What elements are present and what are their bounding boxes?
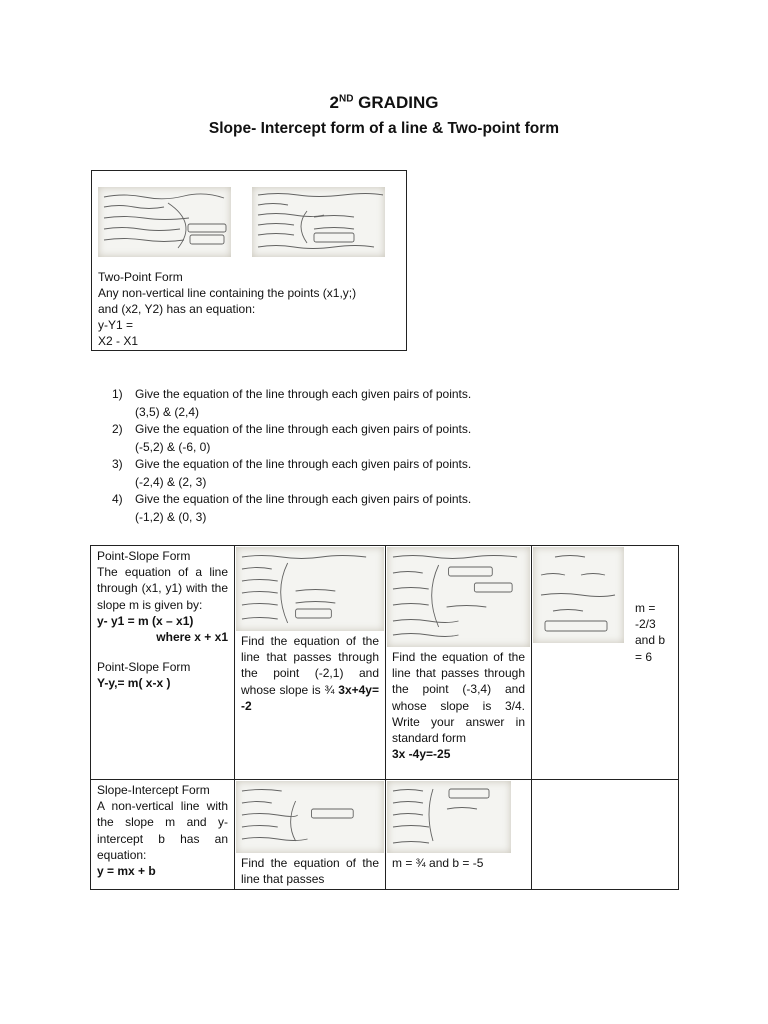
table-cell-example-5	[386, 780, 532, 890]
slope-intercept-description: A non-vertical line with the slope m and y-intercept b has an equation:	[97, 799, 228, 862]
grade-word: GRADING	[353, 93, 439, 112]
table-cell-point-slope	[91, 546, 235, 780]
point-slope-title: Point-Slope Form	[97, 549, 191, 563]
example-1-text: Find the equation of the line that passes through the point (-2,1) and whose slope is ¾	[241, 634, 379, 697]
list-item-number: 4)	[112, 492, 123, 506]
point-slope-formula-2: Y-y,= m( x-x )	[97, 676, 171, 691]
list-item-points: (-5,2) & (-6, 0)	[135, 439, 211, 454]
page-title	[0, 93, 768, 113]
example-1-answer: 3x+4y= -2	[241, 682, 379, 713]
list-item-number: 3)	[112, 457, 123, 471]
table-cell-slope-intercept	[91, 780, 235, 890]
slope-intercept-formula: y = mx + b	[97, 864, 156, 879]
table-row	[91, 780, 679, 890]
list-item-number: 1)	[112, 387, 123, 401]
two-point-form-line: y-Y1 =	[98, 318, 134, 332]
grade-number: 2	[329, 93, 339, 112]
exercise-list	[112, 386, 471, 526]
list-item-text: Give the equation of the line through each given pairs of points.	[135, 422, 472, 436]
handwritten-work-photo-6	[236, 781, 384, 853]
list-item-text: Give the equation of the line through each given pairs of points.	[135, 457, 472, 471]
point-slope-title-2: Point-Slope Form	[97, 660, 191, 675]
example-5-text: m = ¾ and b = -5	[392, 856, 484, 870]
handwritten-work-photo-4	[387, 547, 530, 647]
point-slope-formula-cont: where x + x1	[156, 630, 228, 645]
slope-intercept-title: Slope-Intercept Form	[97, 783, 210, 797]
example-3-text: m = -2/3 and b = 6	[635, 601, 666, 664]
list-item	[112, 456, 471, 491]
table-row	[91, 546, 679, 780]
handwritten-work-photo-5	[533, 547, 624, 643]
point-slope-description: The equation of a line through (x1, y1) with the slope m is given by:	[97, 565, 228, 612]
list-item-points: (-1,2) & (0, 3)	[135, 509, 207, 524]
two-point-form-line: Any non-vertical line containing the points (x1,y;)	[98, 286, 357, 300]
two-point-form-box	[91, 170, 407, 351]
two-point-form-line: and (x2, Y2) has an equation:	[98, 302, 256, 316]
page-subtitle: Slope- Intercept form of a line & Two-point form	[208, 120, 560, 137]
list-item	[112, 421, 471, 456]
handwritten-work-photo-1	[98, 187, 231, 257]
handwritten-work-photo-3	[236, 547, 384, 631]
table-cell-example-1	[235, 546, 386, 780]
point-slope-formula: y- y1 = m (x – x1)	[97, 613, 194, 628]
list-item	[112, 491, 471, 526]
two-point-form-text	[98, 269, 403, 349]
list-item-number: 2)	[112, 422, 123, 436]
list-item-points: (3,5) & (2,4)	[135, 404, 200, 419]
grade-superscript: ND	[339, 93, 354, 105]
two-point-form-line: X2 - X1	[98, 334, 139, 348]
list-item-points: (-2,4) & (2, 3)	[135, 474, 207, 489]
example-2-text: Find the equation of the line that passes through the point (-3,4) and whose slope is 3/4. Write your answer in standard form	[392, 650, 525, 746]
list-item	[112, 386, 471, 421]
forms-table	[90, 545, 679, 890]
example-2-answer: 3x -4y=-25	[392, 747, 451, 762]
list-item-text: Give the equation of the line through each given pairs of points.	[135, 492, 472, 506]
handwritten-work-photo-2	[252, 187, 385, 257]
table-cell-example-2	[386, 546, 532, 780]
table-cell-example-4	[235, 780, 386, 890]
two-point-form-title: Two-Point Form	[98, 270, 183, 284]
handwritten-work-photo-7	[387, 781, 511, 853]
table-cell-empty	[532, 780, 679, 890]
table-cell-example-3	[532, 546, 679, 780]
example-4-text: Find the equation of the line that passes	[241, 856, 379, 887]
list-item-text: Give the equation of the line through each given pairs of points.	[135, 387, 472, 401]
